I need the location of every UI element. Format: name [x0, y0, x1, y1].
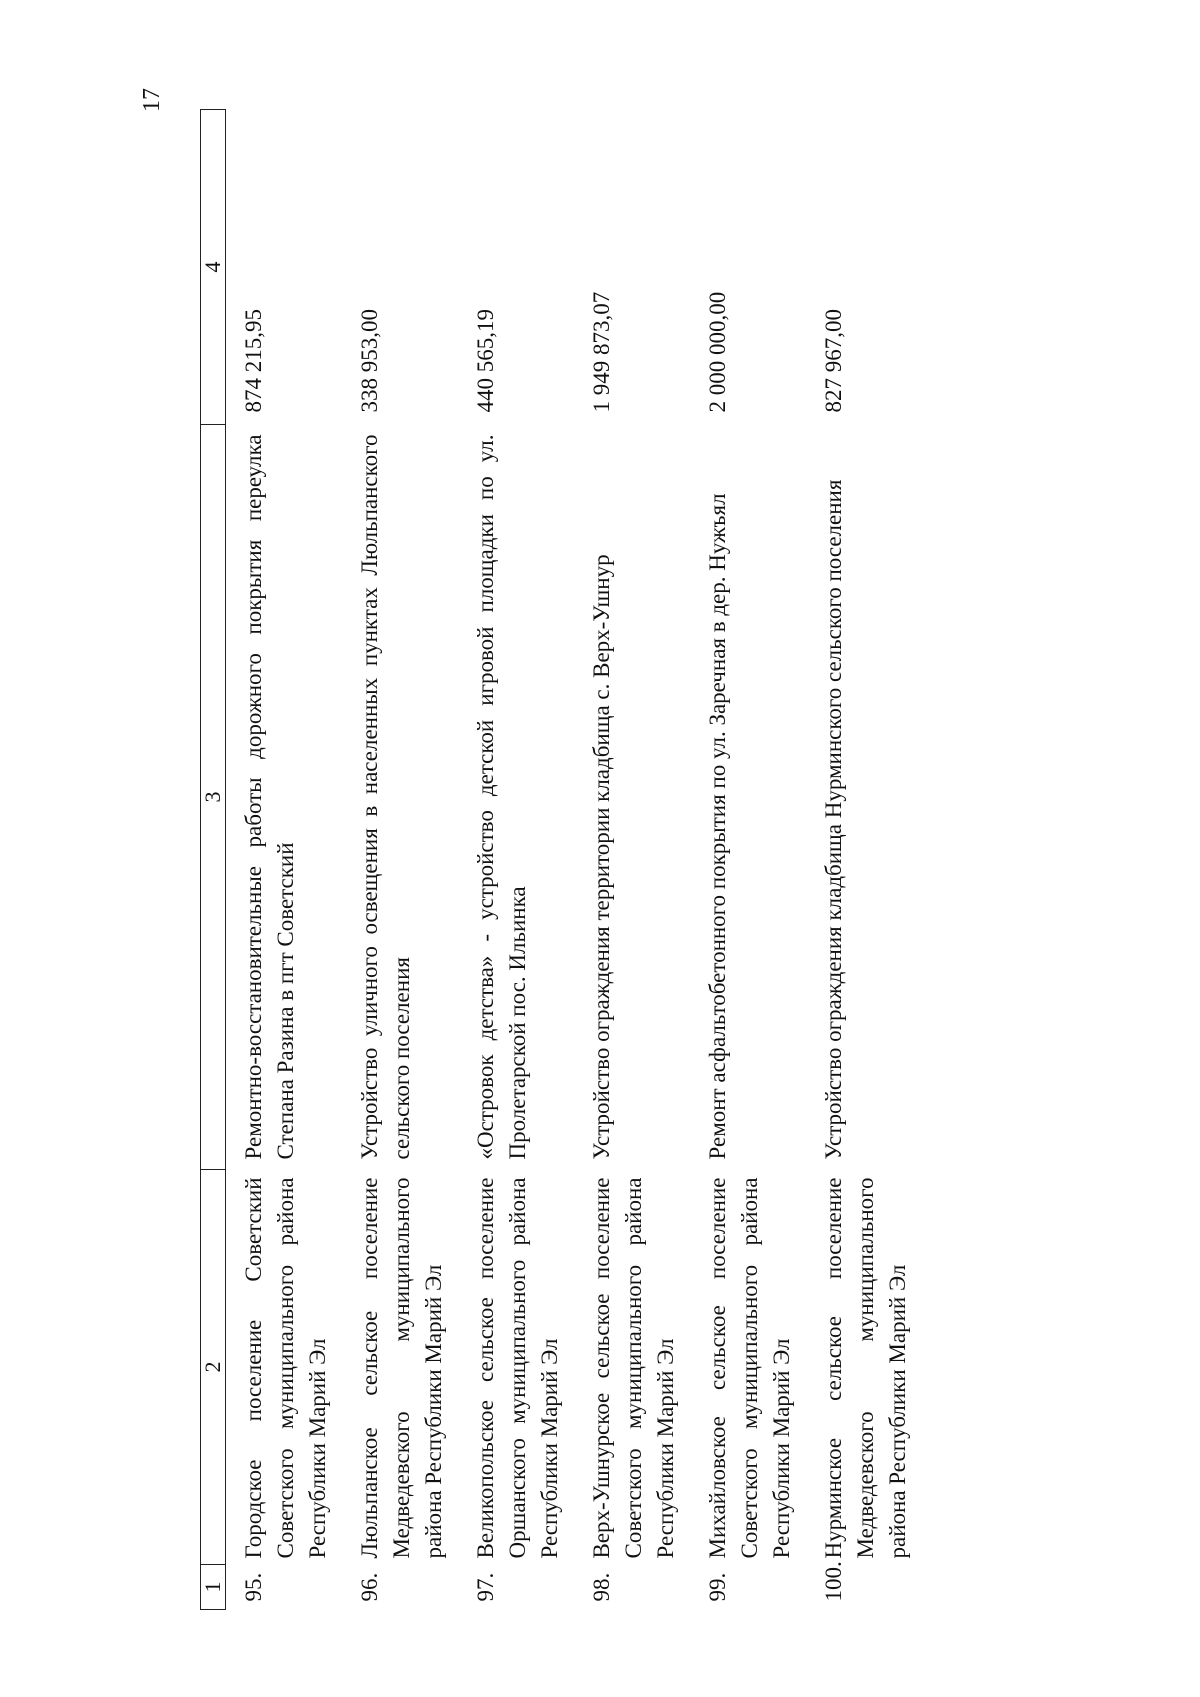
municipality-name: Великопольское сельское поселение Оршанского муниципального района Республики Марий Эл — [473, 1177, 562, 1559]
project-description: Устройство ограждения кладбища Нурминского сельского поселения — [821, 479, 846, 1160]
amount-value: 827 967,00 — [821, 309, 846, 413]
amount-value: 874 215,95 — [241, 309, 266, 413]
row-number: 98. — [589, 1572, 614, 1602]
data-table — [200, 109, 922, 1610]
amount-value: 338 953,00 — [357, 309, 382, 413]
table-row — [342, 110, 458, 1610]
row-number: 97. — [473, 1572, 498, 1602]
table-row — [458, 110, 574, 1610]
table-row — [574, 110, 690, 1610]
project-description: Ремонт асфальтобетонного покрытия по ул. Заречная в дер. Нужъял — [705, 493, 730, 1160]
project-description: Устройство уличного освещения в населенных пунктах Люльпанского сельского поселения — [357, 434, 414, 1160]
municipality-name: Нурминское сельское поселение Медведевского муниципального района Республики Марий Эл — [821, 1177, 910, 1559]
project-description: «Островок детства» - устройство детской игровой площадки по ул. Пролетарской пос. Ильинка — [473, 434, 530, 1160]
table-header-row — [201, 110, 226, 1610]
table-row — [806, 110, 922, 1610]
amount-value: 1 949 873,07 — [589, 291, 614, 413]
row-number: 99. — [705, 1572, 730, 1602]
table-row — [690, 110, 806, 1610]
amount-value: 440 565,19 — [473, 309, 498, 413]
municipality-name: Городское поселение Советский Советского муниципального района Республики Марий Эл — [241, 1177, 330, 1559]
column-header-1: 1 — [201, 1565, 226, 1610]
row-number: 100. — [821, 1561, 846, 1602]
row-number: 96. — [357, 1572, 382, 1602]
column-header-2: 2 — [201, 1170, 226, 1565]
project-description: Ремонтно-восстановительные работы дорожного покрытия переулка Степана Разина в пгт Советский — [241, 434, 298, 1160]
row-number: 95. — [241, 1572, 266, 1602]
municipality-name: Люльпанское сельское поселение Медведевского муниципального района Республики Марий Эл — [357, 1177, 446, 1559]
rotated-table-frame — [200, 110, 1010, 1610]
project-description: Устройство ограждения территории кладбища с. Верх-Ушнур — [589, 554, 614, 1160]
column-header-3: 3 — [201, 425, 226, 1170]
municipality-name: Михайловское сельское поселение Советского муниципального района Республики Марий Эл — [705, 1177, 794, 1559]
column-header-4: 4 — [201, 110, 226, 425]
municipality-name: Верх-Ушнурское сельское поселение Советского муниципального района Республики Марий Эл — [589, 1177, 678, 1559]
amount-value: 2 000 000,00 — [705, 291, 730, 413]
table-row — [226, 110, 343, 1610]
page-number: 17 — [139, 88, 165, 112]
